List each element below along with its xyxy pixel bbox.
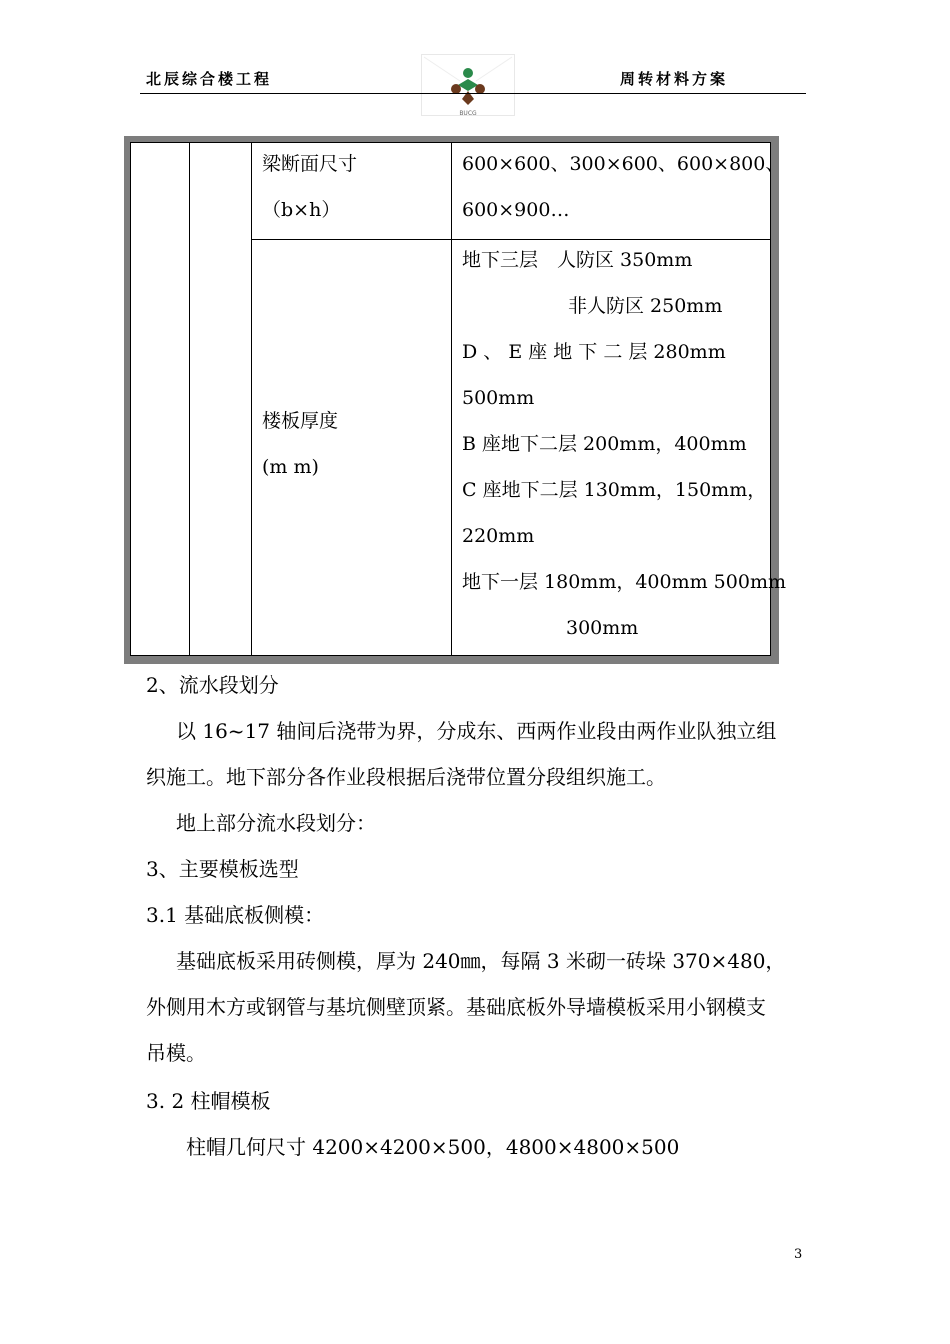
logo-icon	[422, 55, 514, 111]
subsection-heading-foundation: 3.1 基础底板侧模：	[146, 903, 325, 927]
paragraph-line: 外侧用木方或钢管与基坑侧壁顶紧。基础底板外导墙模板采用小钢模支	[146, 995, 766, 1019]
beam-section-label: 梁断面尺寸 （b×h）	[262, 153, 358, 221]
table-col-divider-1	[189, 143, 190, 655]
paragraph-line: 柱帽几何尺寸 4200×4200×500，4800×4800×500	[186, 1135, 680, 1159]
paragraph-line: 基础底板采用砖侧模，厚为 240㎜，每隔 3 米砌一砖垛 370×480，	[176, 949, 786, 973]
company-logo	[421, 54, 515, 116]
table-col-divider-2	[251, 143, 252, 655]
paragraph-line: 吊模。	[146, 1041, 206, 1065]
paragraph-line: 以 16~17 轴间后浇带为界，分成东、西两作业段由两作业队独立组	[176, 719, 777, 743]
header-document-title: 周转材料方案	[620, 70, 729, 88]
header-divider	[140, 93, 806, 94]
header-project-title: 北辰综合楼工程	[146, 70, 273, 88]
specs-table	[130, 142, 786, 656]
slab-thickness-label: 楼板厚度 (m m)	[262, 410, 339, 478]
table-col-divider-3	[451, 143, 452, 655]
beam-section-value: 600×600、300×600、600×800、 600×900…	[462, 153, 785, 221]
paragraph-line: 织施工。地下部分各作业段根据后浇带位置分段组织施工。	[146, 765, 666, 789]
section-heading-formwork: 3、主要模板选型	[146, 857, 299, 881]
slab-thickness-value: 地下三层 人防区 350mm 非人防区 250mm D 、 E 座 地 下 二 层 280mm 500mm B 座地下二层 200mm，400mm C 座地下二层 130mm，150mm， 220mm 地下一层 180mm，400mm 500mm 300mm	[462, 249, 786, 639]
section-heading-flow: 2、流水段划分	[146, 673, 279, 697]
logo-text: BUCG	[459, 110, 477, 117]
paragraph-line: 地上部分流水段划分：	[176, 811, 376, 835]
subsection-heading-column-cap: 3. 2 柱帽模板	[146, 1089, 271, 1113]
page-number: 3	[794, 1247, 803, 1262]
